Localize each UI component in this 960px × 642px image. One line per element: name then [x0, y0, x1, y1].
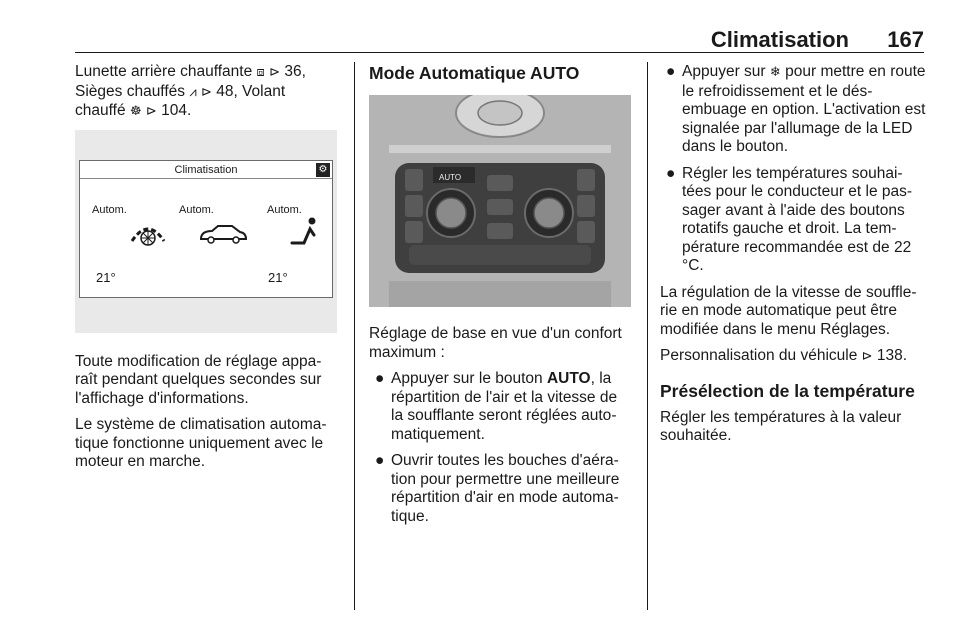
bullet-text: pour mettre en route le refroidissement et le désembuage en option. L'activation est signalée par l'allumage de la LED dans le bouton.: [682, 63, 926, 155]
paragraph-text: Personnalisation du véhicule: [660, 347, 858, 364]
seated-person-icon: [288, 215, 322, 249]
bullet-icon: ●: [666, 63, 676, 80]
info-display-screen: [79, 160, 333, 298]
intro-line-2: Sièges chauffés: [75, 82, 186, 100]
intro-line-1: Lunette arrière chauffante: [75, 63, 253, 80]
paragraph: [660, 347, 926, 367]
page-ref-arrow-icon: ⊳: [145, 104, 157, 119]
heated-steering-wheel-icon: ☸: [129, 104, 142, 119]
screen-title: Climatisation: [174, 163, 238, 176]
climate-control-panel-photo: [369, 95, 631, 307]
page-ref-arrow-icon: ⊳: [200, 84, 212, 100]
climate-display-figure: [75, 130, 337, 333]
column-1: [75, 63, 337, 480]
air-conditioning-icon: ❄: [769, 65, 781, 80]
column-divider-1: [354, 62, 355, 610]
section-heading: Mode Automatique AUTO: [369, 63, 580, 83]
bullet-text: Ouvrir toutes les bouches d'aération pour permettre une meilleure répartition d'air en mode automatique.: [391, 452, 620, 525]
paragraph: La régulation de la vitesse de soufflerie en mode automatique peut être modifiée dans le menu Réglages.: [660, 283, 917, 338]
section-heading: Présélection de la température: [660, 380, 915, 401]
column-divider-2: [647, 62, 648, 610]
page-number: 167: [887, 27, 924, 52]
bullet-text: Appuyer sur: [682, 63, 766, 80]
header-title: Climatisation: [710, 27, 849, 52]
bullet-text: , la répartition de l'air et la vitesse de la soufflante seront réglées automatiquement.: [391, 370, 618, 443]
intro-ref-1: 36,: [284, 63, 306, 80]
list-item: [660, 63, 926, 157]
rear-defrost-icon: ⧈: [256, 65, 265, 80]
bullet-text: Régler les températures souhaitées pour le conducteur et le passager avant à l'aide des boutons rotatifs gauche et droit. La température recommandée est de 22 °C.: [682, 164, 913, 274]
temperature-left: 21°: [96, 269, 116, 285]
auto-label-seat: Autom.: [267, 203, 302, 216]
intro-ref-3: 104.: [161, 102, 192, 119]
auto-label-distribution: Autom.: [179, 203, 214, 216]
auto-label-fan: Autom.: [92, 203, 127, 216]
intro-paragraph: [75, 63, 337, 122]
car-icon: [198, 223, 248, 245]
paragraph: Toute modification de réglage apparaît pendant quelques secondes sur l'affichage d'informations.: [75, 352, 322, 407]
control-panel-illustration: [369, 95, 631, 307]
header-rule: [75, 52, 924, 53]
page-ref-arrow-icon: ⊳: [269, 65, 281, 80]
paragraph: Réglage de base en vue d'un confort maximum :: [369, 325, 622, 361]
screen-title-bar: [80, 161, 332, 179]
bullet-icon: ●: [666, 164, 676, 182]
list-item: [369, 370, 633, 444]
paragraph: Le système de climatisation automatique fonctionne uniquement avec le moteur en marche.: [75, 416, 327, 470]
settings-icon: ⚙: [316, 163, 330, 177]
intro-ref-2: 48, Volant: [216, 82, 286, 100]
column-3: [660, 63, 926, 454]
page-ref: 138.: [876, 347, 908, 364]
intro-line-3: chauffé: [75, 102, 126, 119]
bullet-text: Appuyer sur le bouton: [391, 370, 547, 387]
bullet-icon: ●: [375, 370, 385, 387]
page-ref-arrow-icon: ⊳: [861, 349, 873, 364]
list-item: [660, 165, 926, 276]
auto-keyword: AUTO: [546, 370, 591, 387]
auto-button-label: AUTO: [439, 173, 462, 182]
list-item: [369, 452, 633, 526]
heated-seat-icon: ⩘: [189, 84, 197, 100]
temperature-right: 21°: [268, 269, 288, 285]
paragraph: Régler les températures à la valeur souhaitée.: [660, 408, 902, 444]
column-2: [369, 63, 633, 534]
bullet-icon: ●: [375, 452, 385, 469]
fan-icon: [126, 217, 170, 247]
